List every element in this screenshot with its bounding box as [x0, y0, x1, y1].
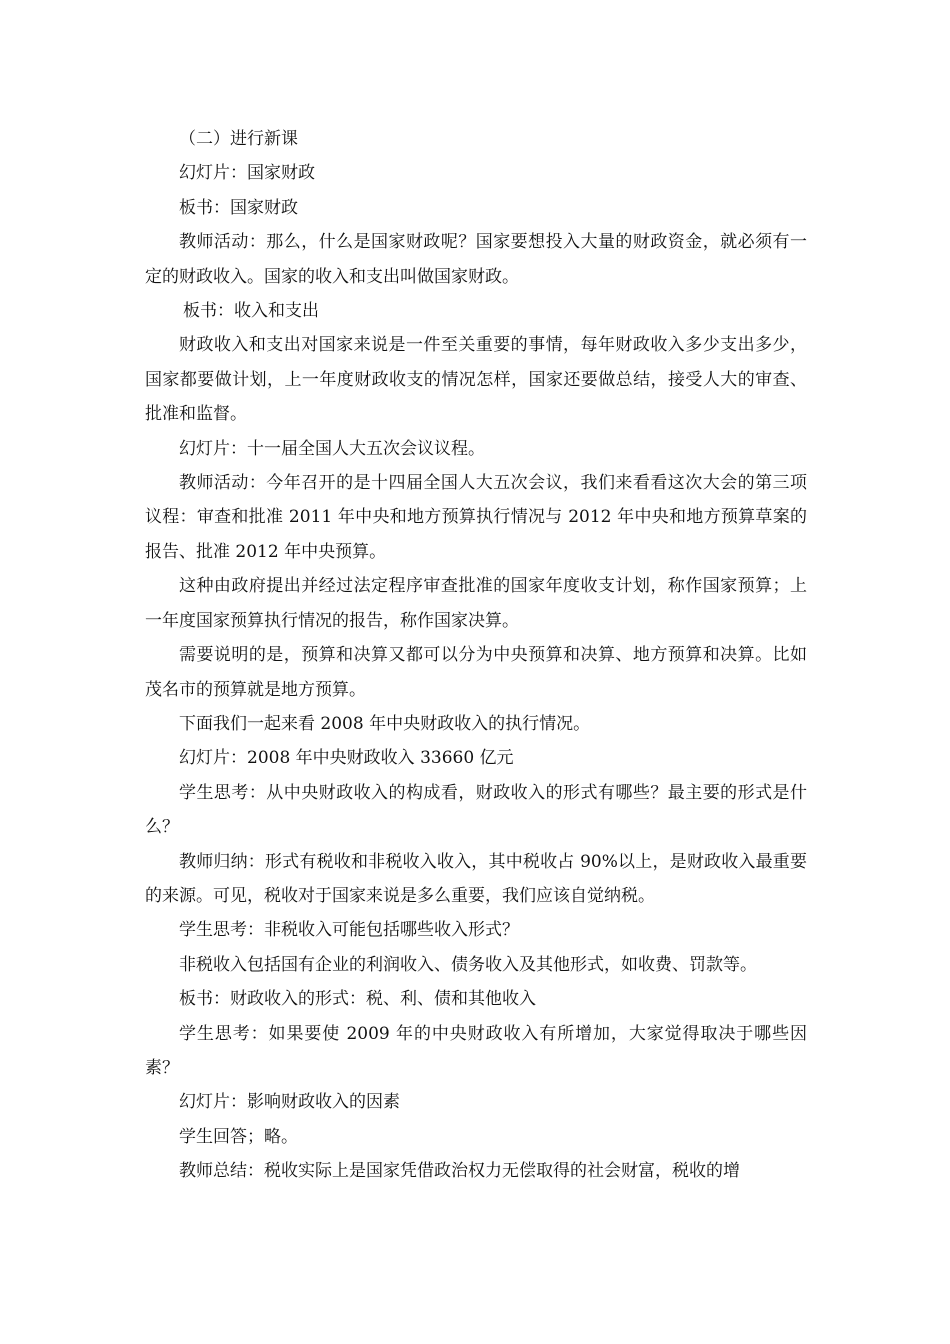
paragraph: 财政收入和支出对国家来说是一件至关重要的事情，每年财政收入多少支出多少，国家都要做计划，上一年度财政收支的情况怎样，国家还要做总结，接受人大的审查、批准和监督。	[145, 335, 807, 425]
paragraph: 教师活动：那么，什么是国家财政呢？国家要想投入大量的财政资金，就必须有一定的财政收入。国家的收入和支出叫做国家财政。	[145, 232, 807, 287]
paragraph: 幻灯片：2008 年中央财政收入 33660 亿元	[179, 748, 514, 769]
paragraph: 需要说明的是，预算和决算又都可以分为中央预算和决算、地方预算和决算。比如茂名市的预算就是地方预算。	[145, 645, 807, 700]
paragraph: 非税收入包括国有企业的利润收入、债务收入及其他形式，如收费、罚款等。	[179, 954, 757, 975]
paragraph: 这种由政府提出并经过法定程序审查批准的国家年度收支计划，称作国家预算；上一年度国家预算执行情况的报告，称作国家决算。	[145, 576, 807, 631]
paragraph: 学生思考：从中央财政收入的构成看，财政收入的形式有哪些？最主要的形式是什么？	[145, 782, 807, 838]
paragraph: 教师归纳：形式有税收和非税收入收入，其中税收占 90%以上，是财政收入最重要的来源。可见，税收对于国家来说是多么重要，我们应该自觉纳税。	[145, 851, 807, 906]
paragraph: 教师总结：税收实际上是国家凭借政治权力无偿取得的社会财富，税收的增	[179, 1161, 740, 1182]
paragraph: 板书：收入和支出	[183, 301, 319, 322]
paragraph: 下面我们一起来看 2008 年中央财政收入的执行情况。	[179, 713, 591, 734]
section-heading: （二）进行新课	[179, 129, 298, 149]
document-page	[145, 122, 807, 1189]
paragraph: 幻灯片：影响财政收入的因素	[179, 1092, 400, 1113]
paragraph: 板书：国家财政	[179, 197, 298, 218]
paragraph: 幻灯片：十一届全国人大五次会议议程。	[179, 438, 485, 459]
paragraph: 幻灯片：国家财政	[179, 163, 315, 184]
paragraph: 学生思考：如果要使 2009 年的中央财政收入有所增加，大家觉得取决于哪些因素？	[145, 1023, 807, 1078]
paragraph: 板书：财政收入的形式：税、利、债和其他收入	[179, 989, 536, 1010]
paragraph: 学生回答；略。	[179, 1126, 298, 1147]
paragraph: 教师活动：今年召开的是十四届全国人大五次会议，我们来看看这次大会的第三项议程：审查和批准 2011 年中央和地方预算执行情况与 2012 年中央和地方预算草案的报告、批准 2012 年中央预算。	[145, 473, 807, 562]
paragraph: 学生思考：非税收入可能包括哪些收入形式？	[179, 920, 519, 941]
